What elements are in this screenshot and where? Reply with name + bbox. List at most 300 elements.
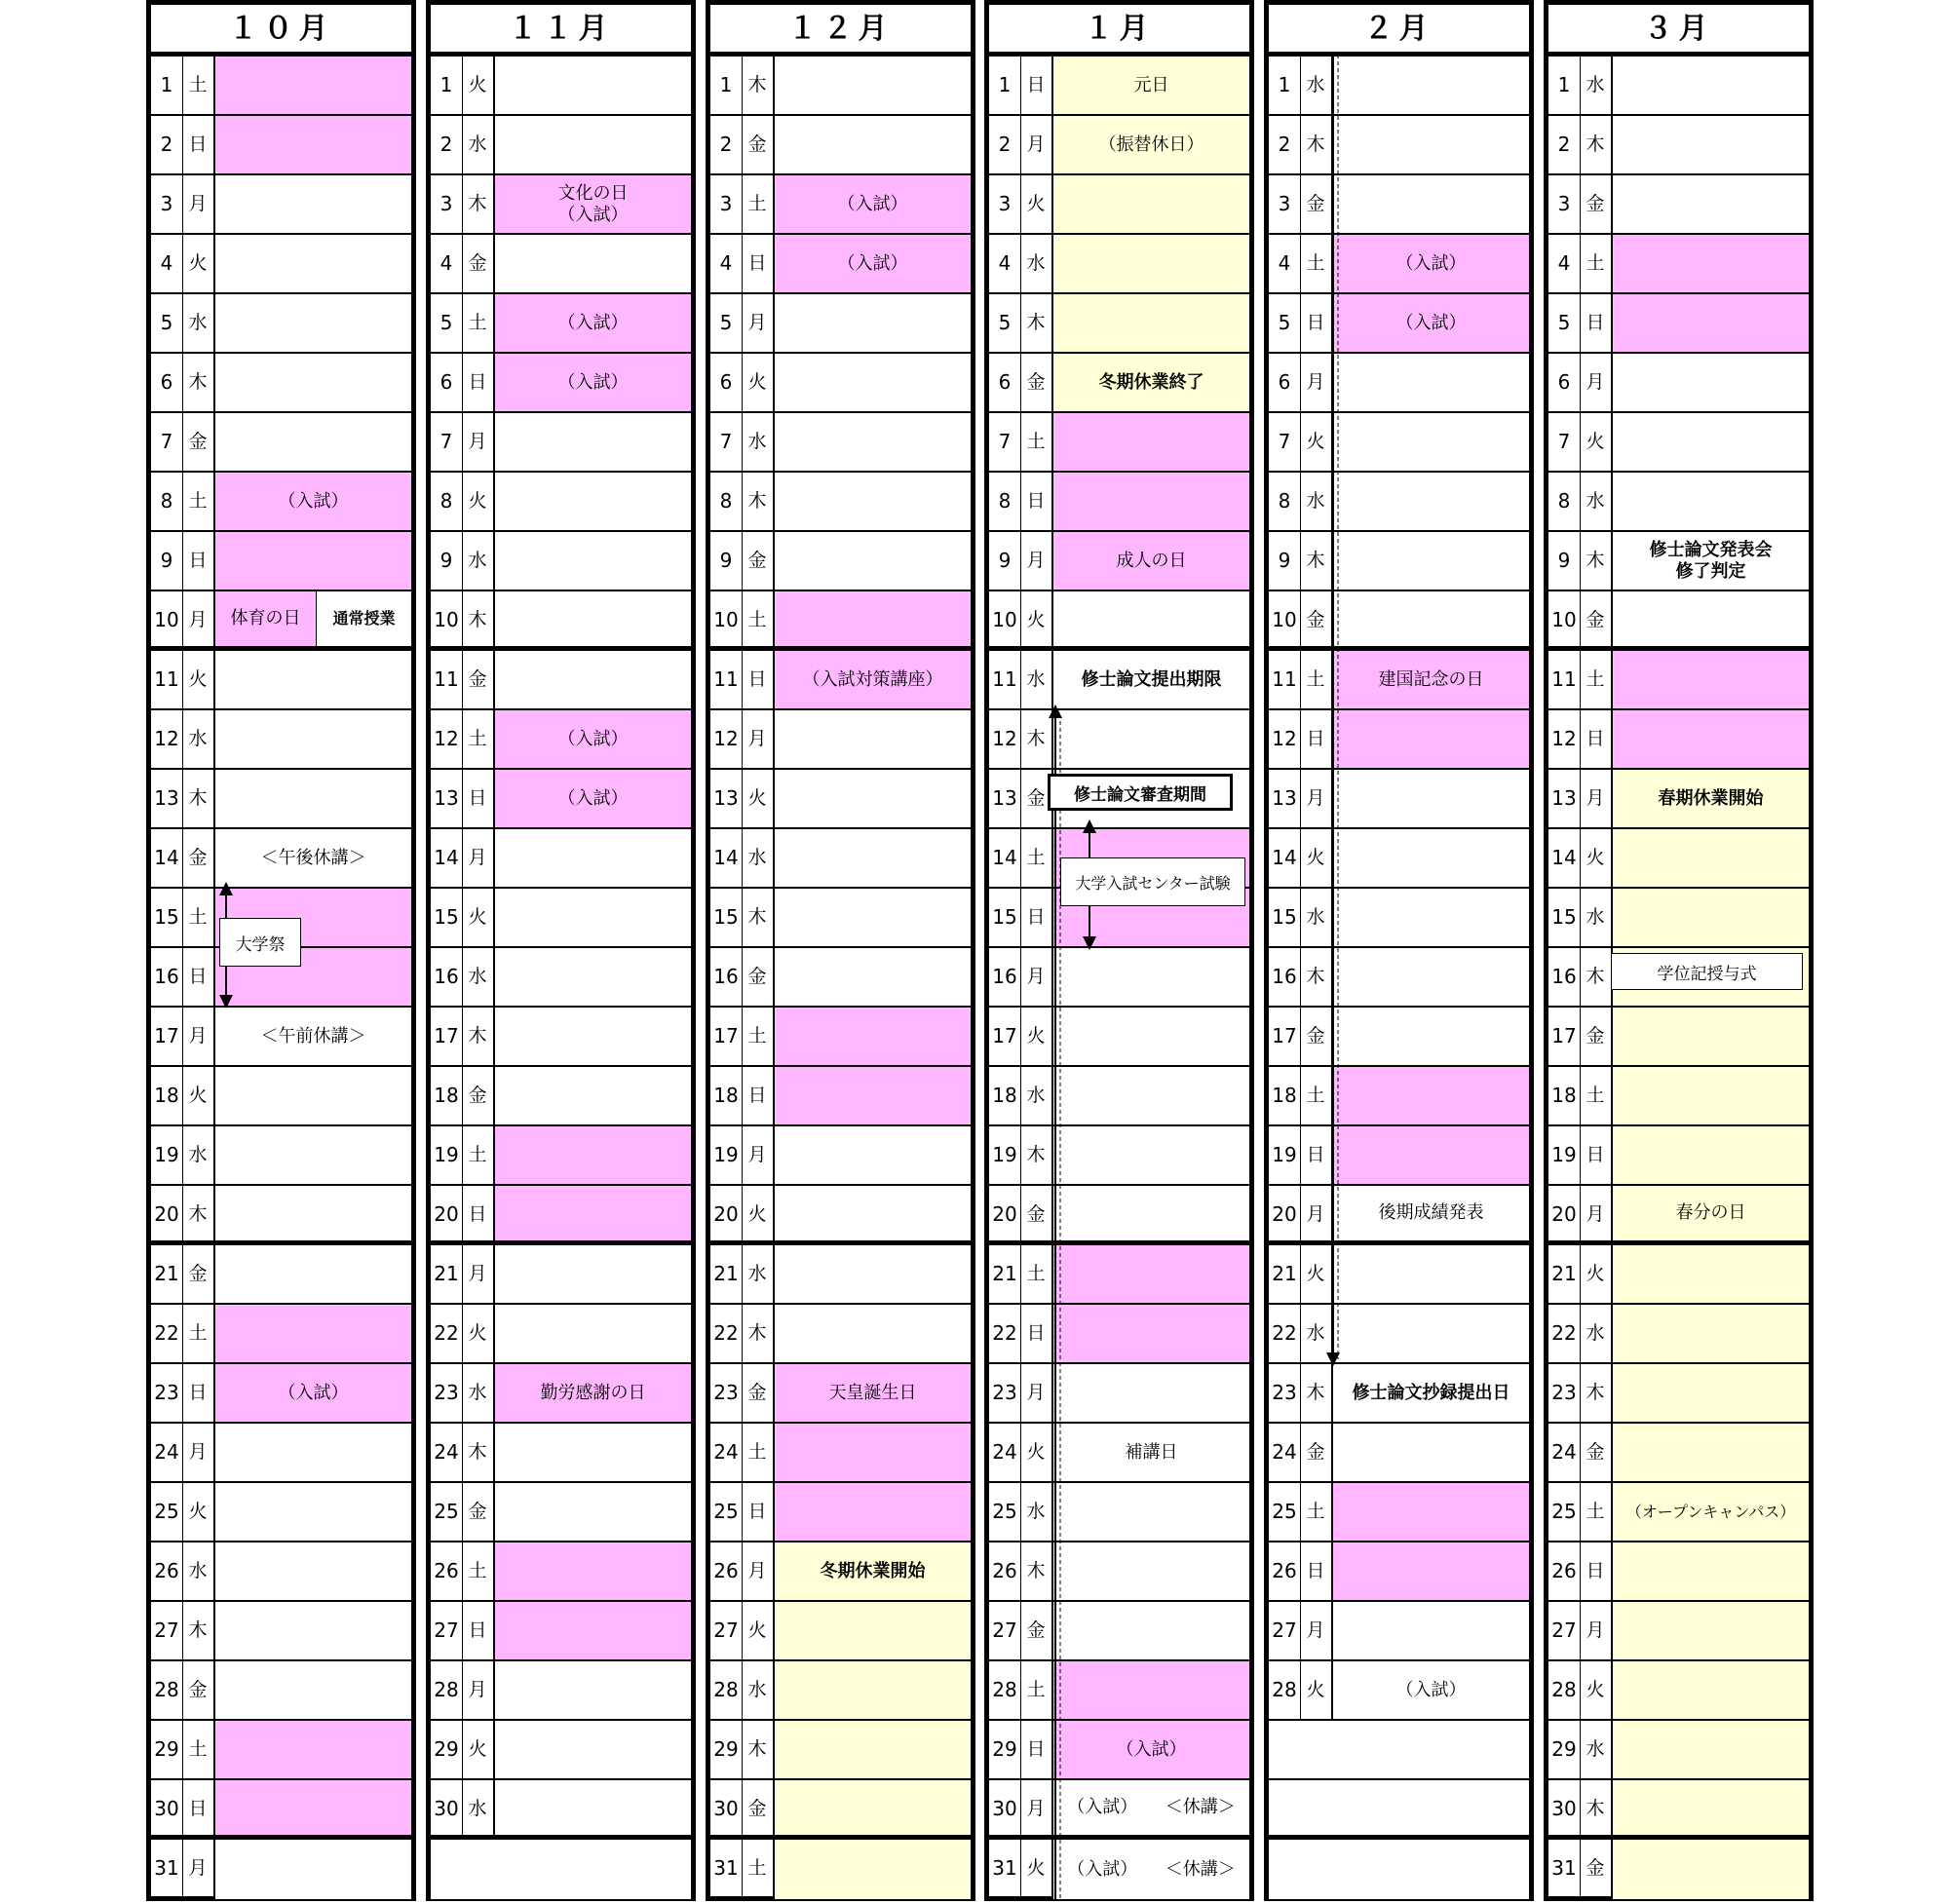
day-number: 20: [989, 1186, 1021, 1240]
day-number: 12: [710, 710, 743, 768]
weekday: 土: [182, 57, 215, 114]
weekday: 月: [462, 829, 495, 887]
day-number: 14: [1548, 829, 1581, 887]
weekday: 木: [1300, 948, 1333, 1006]
weekday: 日: [1300, 710, 1333, 768]
day-event: 元日: [1053, 57, 1249, 114]
day-number: 26: [1548, 1542, 1581, 1600]
weekday: 月: [182, 591, 215, 646]
weekday: 月: [182, 1840, 215, 1899]
day-number: 29: [151, 1721, 183, 1778]
day-event: （入試）: [1333, 294, 1529, 352]
weekday: 金: [462, 1067, 495, 1124]
weekday: 土: [462, 1126, 495, 1184]
day-number: 28: [1548, 1661, 1581, 1719]
day-number: 30: [710, 1780, 743, 1835]
weekday: 日: [462, 770, 495, 827]
weekday: 日: [1020, 889, 1053, 946]
weekday: 月: [742, 1126, 775, 1184]
day-number: 20: [1269, 1186, 1301, 1240]
weekday: 月: [1300, 1602, 1333, 1659]
weekday: 木: [1020, 294, 1053, 352]
day-number: 4: [1269, 235, 1301, 292]
weekday: 水: [1300, 1305, 1333, 1362]
weekday: 金: [1020, 770, 1053, 827]
day-number: 4: [431, 235, 463, 292]
weekday: 土: [462, 1542, 495, 1600]
day-number: 23: [1548, 1364, 1581, 1422]
day-number: 14: [1269, 829, 1301, 887]
weekday: 土: [182, 889, 215, 946]
weekday: 土: [1300, 1483, 1333, 1541]
day-number: 22: [989, 1305, 1021, 1362]
day-event: （入試）: [495, 294, 691, 352]
weekday: 土: [182, 1721, 215, 1778]
day-number: 2: [710, 116, 743, 173]
weekday: 日: [182, 532, 215, 590]
day-number: 18: [431, 1067, 463, 1124]
event-part: ＜休講＞: [1165, 1797, 1236, 1817]
day-number: 2: [151, 116, 183, 173]
day-number: 27: [989, 1602, 1021, 1659]
weekday: 火: [1300, 829, 1333, 887]
day-number: 25: [431, 1483, 463, 1541]
day-number: 18: [989, 1067, 1021, 1124]
weekday: 木: [1020, 1542, 1053, 1600]
day-number: 25: [1269, 1483, 1301, 1541]
day-number: 3: [431, 175, 463, 233]
weekday: 木: [182, 354, 215, 411]
weekday: 火: [462, 57, 495, 114]
weekday: 水: [462, 1364, 495, 1422]
weekday: 金: [1580, 175, 1613, 233]
day-event: （入試）: [215, 473, 411, 530]
day-number: 25: [1548, 1483, 1581, 1541]
day-number: 24: [1269, 1424, 1301, 1481]
day-event: （振替休日）: [1053, 116, 1249, 173]
weekday: 金: [1300, 175, 1333, 233]
weekday: 金: [1580, 1840, 1613, 1899]
day-number: 11: [151, 651, 183, 708]
day-number: 6: [989, 354, 1021, 411]
day-event: （入試対策講座）: [775, 651, 971, 708]
weekday: 日: [1580, 1126, 1613, 1184]
day-number: 1: [989, 57, 1021, 114]
day-number: 24: [151, 1424, 183, 1481]
day-number: 28: [431, 1661, 463, 1719]
weekday: 土: [1020, 1661, 1053, 1719]
day-number: 13: [1269, 770, 1301, 827]
day-number: 16: [431, 948, 463, 1006]
day-number: 16: [1548, 948, 1581, 1006]
weekday: 水: [462, 948, 495, 1006]
weekday: 月: [1020, 948, 1053, 1006]
weekday: 土: [1300, 1067, 1333, 1124]
weekday: 火: [182, 1067, 215, 1124]
weekday: 月: [182, 1008, 215, 1065]
day-number: 3: [1548, 175, 1581, 233]
weekday: 木: [462, 175, 495, 233]
day-number: 3: [710, 175, 743, 233]
day-number: 12: [1548, 710, 1581, 768]
day-event: （入試）: [775, 175, 971, 233]
day-number: 20: [151, 1186, 183, 1240]
weekday: 木: [1020, 710, 1053, 768]
weekday: 木: [462, 1424, 495, 1481]
weekday: 土: [742, 591, 775, 646]
day-number: 28: [710, 1661, 743, 1719]
day-number: 26: [151, 1542, 183, 1600]
weekday: 水: [742, 1661, 775, 1719]
weekday: 火: [1300, 1661, 1333, 1719]
weekday: 木: [1020, 1126, 1053, 1184]
weekday: 木: [742, 1305, 775, 1362]
day-number: 24: [1548, 1424, 1581, 1481]
day-number: 1: [710, 57, 743, 114]
day-number: 15: [989, 889, 1021, 946]
weekday: 木: [1580, 116, 1613, 173]
day-number: 1: [1269, 57, 1301, 114]
day-number: 10: [431, 591, 463, 646]
graduation-ceremony-label: 学位記授与式: [1611, 953, 1803, 990]
weekday: 水: [1580, 1305, 1613, 1362]
day-number: 29: [1548, 1721, 1581, 1778]
day-number: 3: [1269, 175, 1301, 233]
day-event: 冬期休業開始: [775, 1542, 971, 1600]
weekday: 土: [462, 294, 495, 352]
day-number: 17: [989, 1008, 1021, 1065]
weekday: 月: [1020, 532, 1053, 590]
center-exam-label: 大学入試センター試験: [1060, 857, 1245, 906]
month-header: ３月: [1548, 5, 1809, 57]
day-number: 6: [1269, 354, 1301, 411]
day-number: 14: [151, 829, 183, 887]
weekday: 火: [1300, 413, 1333, 471]
day-number: 4: [710, 235, 743, 292]
weekday: 金: [182, 1661, 215, 1719]
day-number: 12: [1269, 710, 1301, 768]
weekday: 木: [182, 1186, 215, 1240]
weekday: 金: [742, 1780, 775, 1835]
weekday: 日: [1020, 57, 1053, 114]
weekday: 水: [1580, 1721, 1613, 1778]
day-number: 25: [989, 1483, 1021, 1541]
weekday: 土: [182, 473, 215, 530]
day-number: 28: [151, 1661, 183, 1719]
day-number: 27: [710, 1602, 743, 1659]
day-number: 15: [1269, 889, 1301, 946]
day-number: 30: [989, 1780, 1021, 1835]
weekday: 水: [1020, 235, 1053, 292]
day-number: 1: [151, 57, 183, 114]
day-number: 11: [1548, 651, 1581, 708]
day-event: （入試）: [775, 235, 971, 292]
day-number: 3: [151, 175, 183, 233]
day-number: 7: [989, 413, 1021, 471]
weekday: 金: [1020, 354, 1053, 411]
day-number: 4: [1548, 235, 1581, 292]
weekday: 木: [1580, 1780, 1613, 1835]
day-event: 修士論文発表会 修了判定: [1613, 532, 1809, 590]
day-number: 27: [431, 1602, 463, 1659]
month-header: ２月: [1269, 5, 1529, 57]
day-number: 23: [151, 1364, 183, 1422]
weekday: 月: [1580, 1602, 1613, 1659]
day-number: 9: [989, 532, 1021, 590]
day-event: ＜午前休講＞: [215, 1008, 411, 1065]
day-event: 修士論文抄録提出日: [1333, 1364, 1529, 1422]
weekday: 木: [1300, 1364, 1333, 1422]
event-part: （入試）: [1067, 1858, 1138, 1880]
weekday: 月: [742, 1542, 775, 1600]
day-number: 30: [431, 1780, 463, 1835]
day-number: 14: [710, 829, 743, 887]
day-number: 5: [1548, 294, 1581, 352]
day-number: 4: [989, 235, 1021, 292]
day-number: 24: [989, 1424, 1021, 1481]
weekday: 木: [462, 591, 495, 646]
day-number: 5: [151, 294, 183, 352]
weekday: 金: [182, 829, 215, 887]
day-number: 7: [431, 413, 463, 471]
day-number: 5: [989, 294, 1021, 352]
day-number: 8: [151, 473, 183, 530]
weekday: 水: [182, 1542, 215, 1600]
day-number: 22: [431, 1305, 463, 1362]
day-number: 7: [1548, 413, 1581, 471]
weekday: 水: [1300, 57, 1333, 114]
weekday: 火: [462, 1721, 495, 1778]
weekday: 水: [1580, 473, 1613, 530]
weekday: 木: [182, 1602, 215, 1659]
day-number: 6: [1548, 354, 1581, 411]
day-number: 15: [1548, 889, 1581, 946]
day-number: 28: [989, 1661, 1021, 1719]
weekday: 日: [1580, 294, 1613, 352]
weekday: 金: [462, 235, 495, 292]
day-number: 14: [431, 829, 463, 887]
day-number: 30: [1548, 1780, 1581, 1835]
day-event: 天皇誕生日: [775, 1364, 971, 1422]
day-number: 11: [431, 651, 463, 708]
weekday: 金: [462, 1483, 495, 1541]
weekday: 水: [742, 413, 775, 471]
event-part: ＜休講＞: [1165, 1858, 1236, 1880]
weekday: 月: [462, 1245, 495, 1303]
weekday: 水: [462, 1780, 495, 1835]
weekday: 土: [1020, 829, 1053, 887]
day-event: 春期休業開始: [1613, 770, 1809, 827]
weekday: 日: [742, 1483, 775, 1541]
day-number: 9: [1269, 532, 1301, 590]
day-number: 9: [151, 532, 183, 590]
weekday: 月: [1300, 354, 1333, 411]
day-number: 2: [989, 116, 1021, 173]
month-header: １０月: [151, 5, 411, 57]
day-number: 8: [989, 473, 1021, 530]
day-event: （入試）: [1053, 1721, 1249, 1778]
weekday: 水: [182, 1126, 215, 1184]
day-event: （入試）: [1333, 1661, 1529, 1719]
weekday: 火: [1020, 1008, 1053, 1065]
weekday: 日: [1020, 473, 1053, 530]
weekday: 火: [182, 1483, 215, 1541]
weekday: 土: [1580, 1483, 1613, 1541]
weekday: 日: [1580, 1542, 1613, 1600]
weekday: 火: [1580, 1245, 1613, 1303]
weekday: 月: [742, 294, 775, 352]
weekday: 土: [1580, 235, 1613, 292]
day-number: 21: [1548, 1245, 1581, 1303]
festival-label: 大学祭: [219, 918, 301, 967]
day-number: 21: [1269, 1245, 1301, 1303]
day-number: 18: [1269, 1067, 1301, 1124]
day-number: 23: [710, 1364, 743, 1422]
weekday: 木: [182, 770, 215, 827]
day-number: 7: [710, 413, 743, 471]
weekday: 月: [182, 1424, 215, 1481]
day-number: 25: [710, 1483, 743, 1541]
day-number: 8: [1269, 473, 1301, 530]
weekday: 土: [462, 710, 495, 768]
day-number: 11: [989, 651, 1021, 708]
day-number: 18: [151, 1067, 183, 1124]
day-number: 23: [1269, 1364, 1301, 1422]
day-number: 17: [431, 1008, 463, 1065]
weekday: 水: [1020, 1483, 1053, 1541]
day-number: 13: [1548, 770, 1581, 827]
weekday: 月: [462, 1661, 495, 1719]
weekday: 月: [1580, 354, 1613, 411]
day-number: 11: [1269, 651, 1301, 708]
weekday: 月: [1300, 1186, 1333, 1240]
weekday: 火: [182, 651, 215, 708]
day-event: （入試）: [215, 1364, 411, 1422]
day-event: （入試）: [495, 710, 691, 768]
weekday: 木: [1580, 1364, 1613, 1422]
weekday: 土: [742, 1840, 775, 1899]
weekday: 土: [1300, 651, 1333, 708]
day-number: 31: [710, 1840, 743, 1899]
weekday: 火: [1580, 829, 1613, 887]
month-header: １月: [989, 5, 1249, 57]
day-number: 20: [431, 1186, 463, 1240]
weekday: 水: [1300, 473, 1333, 530]
weekday: 日: [462, 1186, 495, 1240]
weekday: 月: [462, 413, 495, 471]
weekday: 火: [462, 1305, 495, 1362]
weekday: 金: [742, 532, 775, 590]
weekday: 水: [462, 532, 495, 590]
day-number: 27: [151, 1602, 183, 1659]
weekday: 木: [1300, 532, 1333, 590]
weekday: 水: [1580, 57, 1613, 114]
day-number: 31: [1548, 1840, 1581, 1899]
day-number: 29: [989, 1721, 1021, 1778]
weekday: 火: [742, 354, 775, 411]
day-number: 26: [989, 1542, 1021, 1600]
day-number: 19: [151, 1126, 183, 1184]
weekday: 水: [1300, 889, 1333, 946]
weekday: 金: [1580, 1008, 1613, 1065]
day-number: 21: [151, 1245, 183, 1303]
day-number: 29: [710, 1721, 743, 1778]
day-number: 6: [151, 354, 183, 411]
weekday: 火: [742, 1186, 775, 1240]
day-number: 24: [710, 1424, 743, 1481]
weekday: 土: [1020, 1245, 1053, 1303]
weekday: 月: [1020, 116, 1053, 173]
weekday: 火: [742, 1602, 775, 1659]
day-event: 補講日: [1053, 1424, 1249, 1481]
weekday: 金: [1580, 1424, 1613, 1481]
weekday: 日: [742, 235, 775, 292]
day-number: 10: [710, 591, 743, 646]
event-part: 通常授業: [332, 609, 396, 628]
weekday: 月: [1580, 1186, 1613, 1240]
weekday: 日: [1300, 1542, 1333, 1600]
weekday: 金: [1300, 1008, 1333, 1065]
day-number: 12: [431, 710, 463, 768]
day-number: 1: [431, 57, 463, 114]
day-number: 4: [151, 235, 183, 292]
weekday: 火: [1020, 591, 1053, 646]
day-number: 14: [989, 829, 1021, 887]
day-number: 15: [710, 889, 743, 946]
day-number: 31: [989, 1840, 1021, 1899]
weekday: 日: [1020, 1305, 1053, 1362]
day-number: 10: [1269, 591, 1301, 646]
day-event: （オープンキャンパス）: [1613, 1483, 1809, 1541]
weekday: 日: [742, 1067, 775, 1124]
day-number: 12: [989, 710, 1021, 768]
day-event: （入試）: [1333, 235, 1529, 292]
day-number: 22: [151, 1305, 183, 1362]
weekday: 木: [1580, 948, 1613, 1006]
weekday: 日: [1300, 294, 1333, 352]
weekday: 水: [1020, 651, 1053, 708]
weekday: 金: [182, 413, 215, 471]
day-number: 13: [710, 770, 743, 827]
day-number: 16: [151, 948, 183, 1006]
day-number: 2: [1269, 116, 1301, 173]
weekday: 火: [1020, 175, 1053, 233]
weekday: 木: [742, 889, 775, 946]
day-number: 18: [1548, 1067, 1581, 1124]
day-number: 9: [710, 532, 743, 590]
weekday: 月: [1300, 770, 1333, 827]
weekday: 水: [1020, 1067, 1053, 1124]
day-number: 2: [431, 116, 463, 173]
weekday: 日: [742, 651, 775, 708]
day-number: 26: [431, 1542, 463, 1600]
day-number: 21: [989, 1245, 1021, 1303]
weekday: 木: [742, 57, 775, 114]
day-event: （入試）: [495, 770, 691, 827]
weekday: 火: [462, 889, 495, 946]
weekday: 土: [742, 175, 775, 233]
day-number: 1: [1548, 57, 1581, 114]
weekday: 木: [742, 1721, 775, 1778]
weekday: 土: [1580, 1067, 1613, 1124]
weekday: 月: [1020, 1364, 1053, 1422]
weekday: 火: [182, 235, 215, 292]
day-number: 31: [151, 1840, 183, 1899]
day-number: 27: [1269, 1602, 1301, 1659]
day-number: 5: [1269, 294, 1301, 352]
weekday: 火: [1020, 1840, 1053, 1899]
day-number: 16: [1269, 948, 1301, 1006]
